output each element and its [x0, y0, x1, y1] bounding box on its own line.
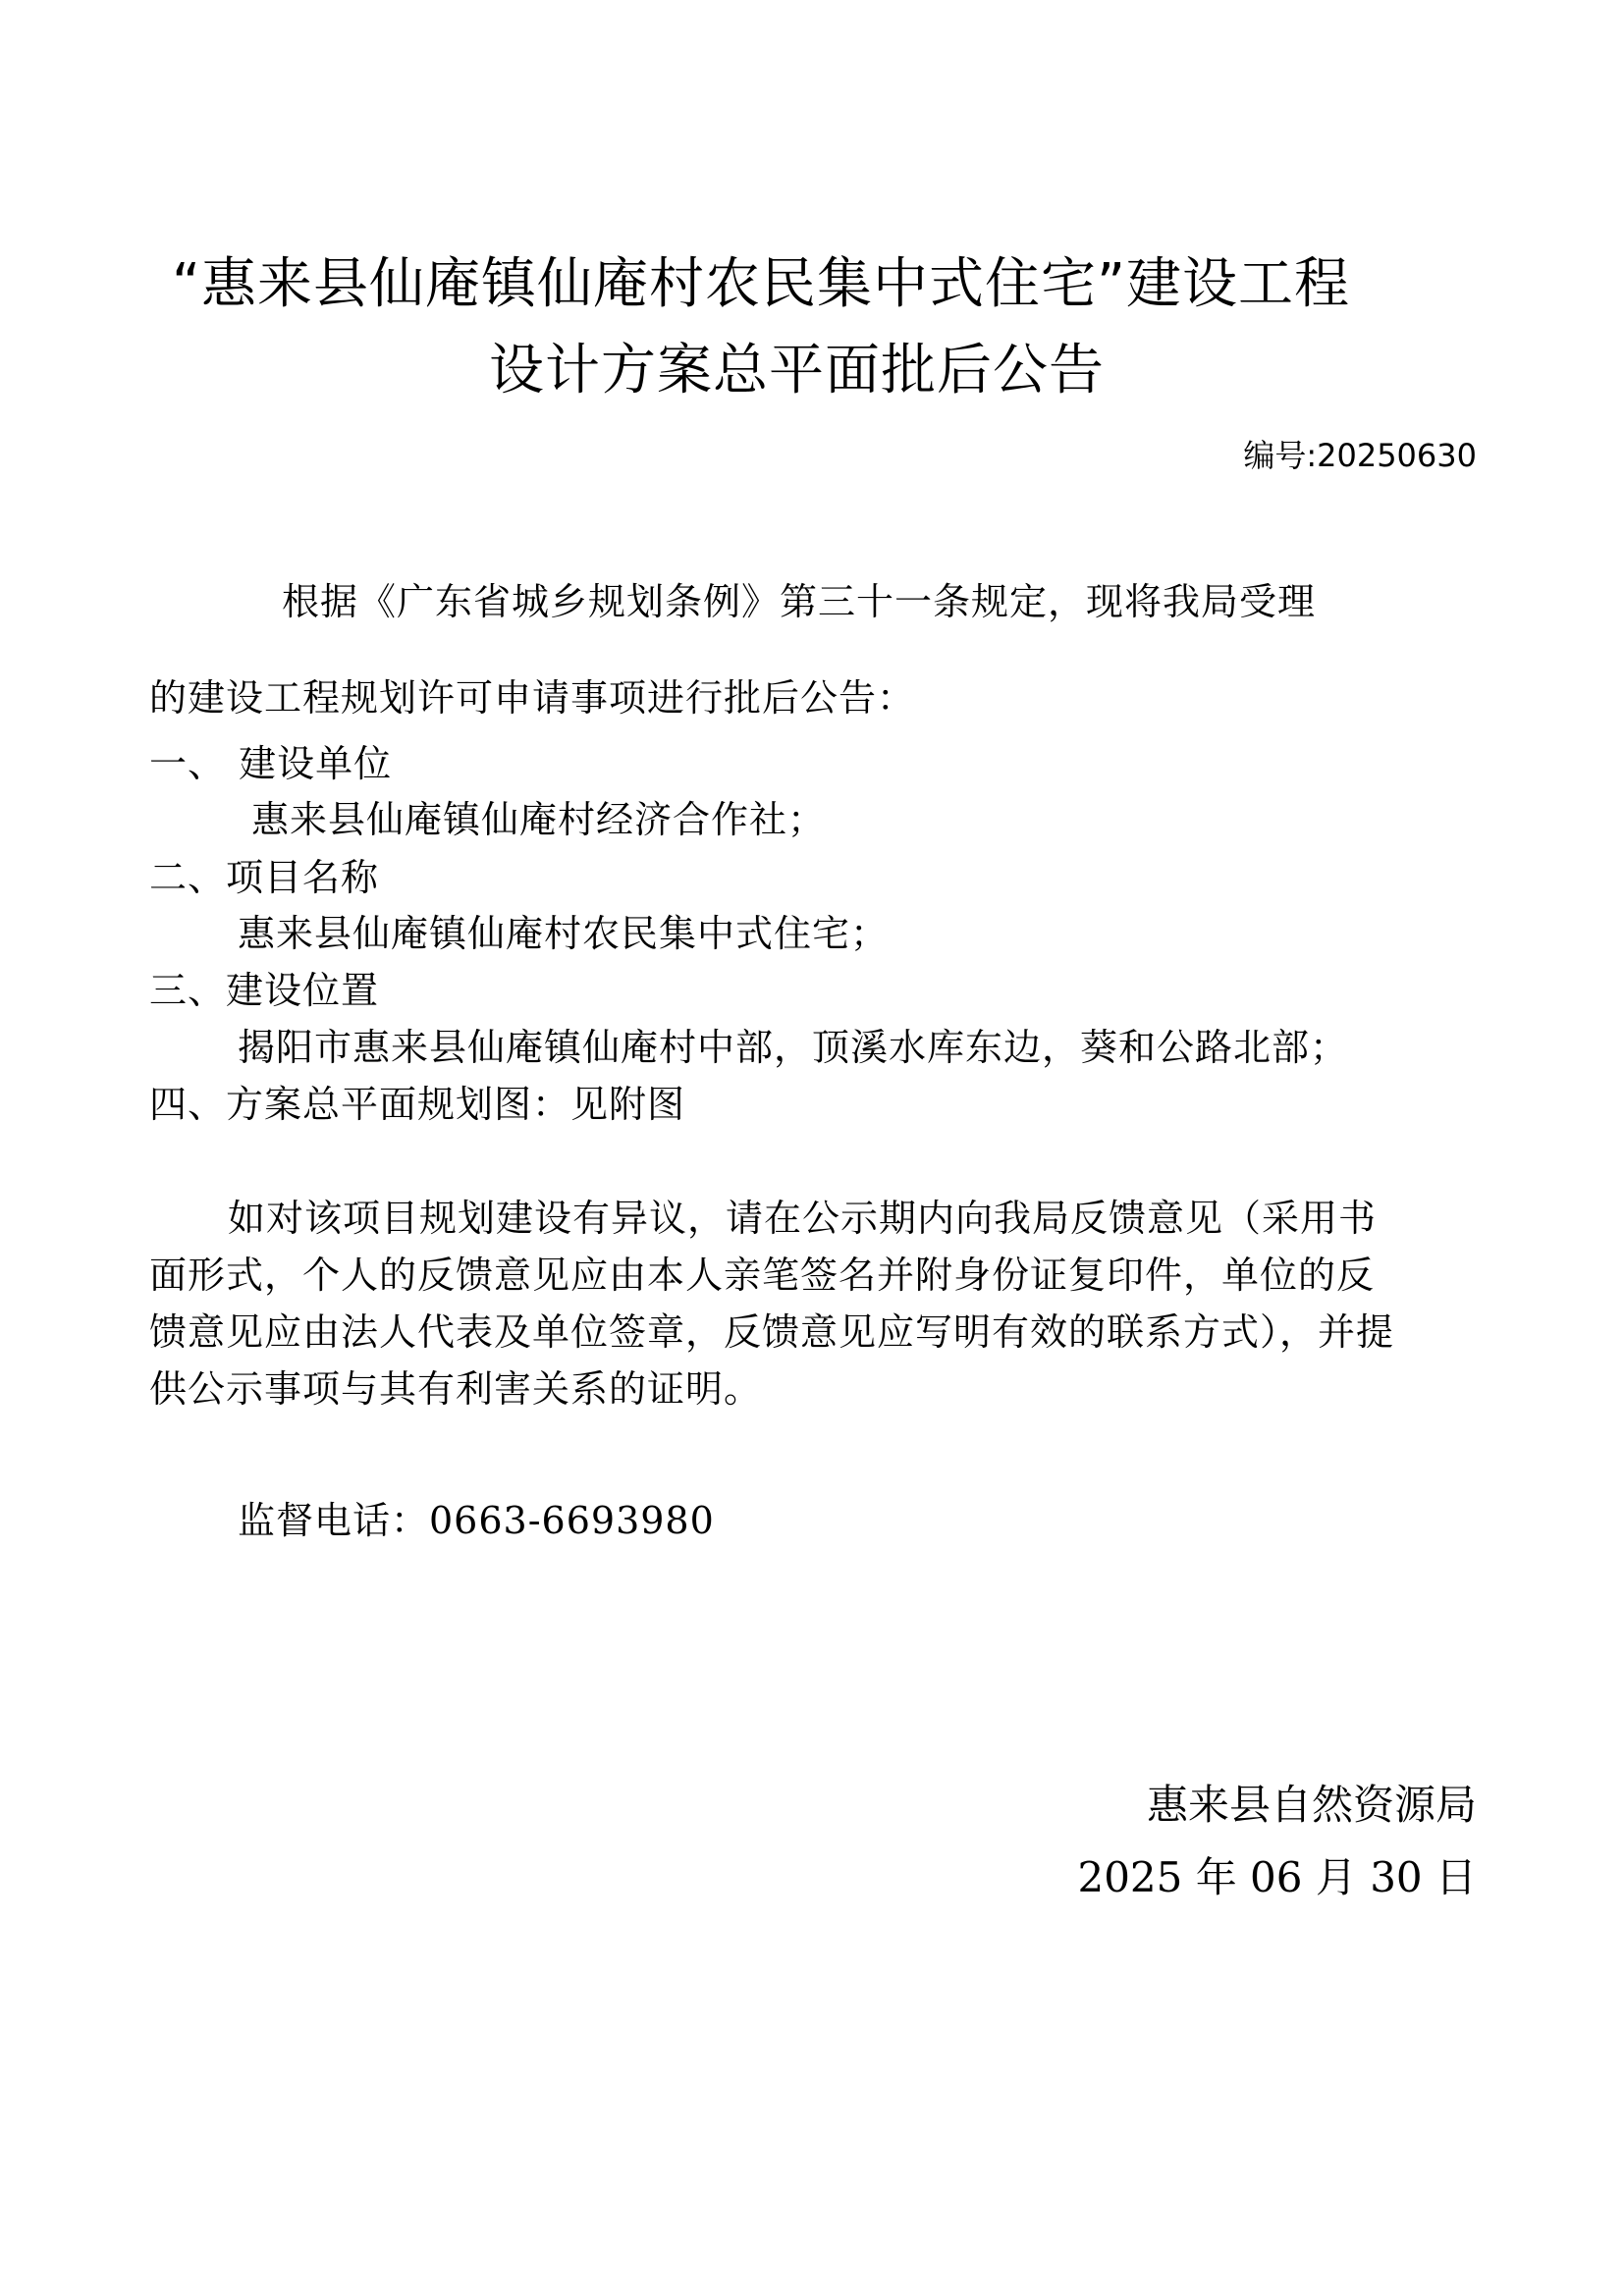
intro-line-2: 的建设工程规划许可申请事项进行批后公告：	[149, 676, 916, 720]
item-heading-location: 三、建设位置	[149, 969, 380, 1012]
document-number: 编号:20250630	[1243, 437, 1477, 474]
item-heading-construction-unit: 一、 建设单位	[149, 742, 393, 785]
supervision-hotline: 监督电话：0663-6693980	[238, 1499, 715, 1542]
title-line-2: 设计方案总平面批后公告	[489, 339, 1105, 402]
intro-line-1: 根据《广东省城乡规划条例》第三十一条规定，现将我局受理	[282, 580, 1317, 623]
title-line-1: “惠来县仙庵镇仙庵村农民集中式住宅”建设工程	[172, 252, 1351, 316]
objection-line-3: 馈意见应由法人代表及单位签章，反馈意见应写明有效的联系方式），并提	[149, 1310, 1395, 1354]
item-heading-project-name: 二、项目名称	[149, 856, 380, 899]
item-value-location: 揭阳市惠来县仙庵镇仙庵村中部，顶溪水库东边，葵和公路北部；	[238, 1026, 1349, 1069]
objection-line-1: 如对该项目规划建设有异议，请在公示期内向我局反馈意见（采用书	[228, 1197, 1378, 1240]
item-value-project-name: 惠来县仙庵镇仙庵村农民集中式住宅；	[238, 912, 890, 955]
objection-line-4: 供公示事项与其有利害关系的证明。	[149, 1367, 763, 1411]
item-value-construction-unit: 惠来县仙庵镇仙庵村经济合作社；	[251, 798, 827, 841]
objection-line-2: 面形式，个人的反馈意见应由本人亲笔签名并附身份证复印件，单位的反	[149, 1254, 1376, 1297]
issuer-name: 惠来县自然资源局	[1146, 1781, 1477, 1829]
item-heading-site-plan: 四、方案总平面规划图：见附图	[149, 1083, 686, 1126]
issue-date: 2025 年 06 月 30 日	[1077, 1853, 1477, 1901]
